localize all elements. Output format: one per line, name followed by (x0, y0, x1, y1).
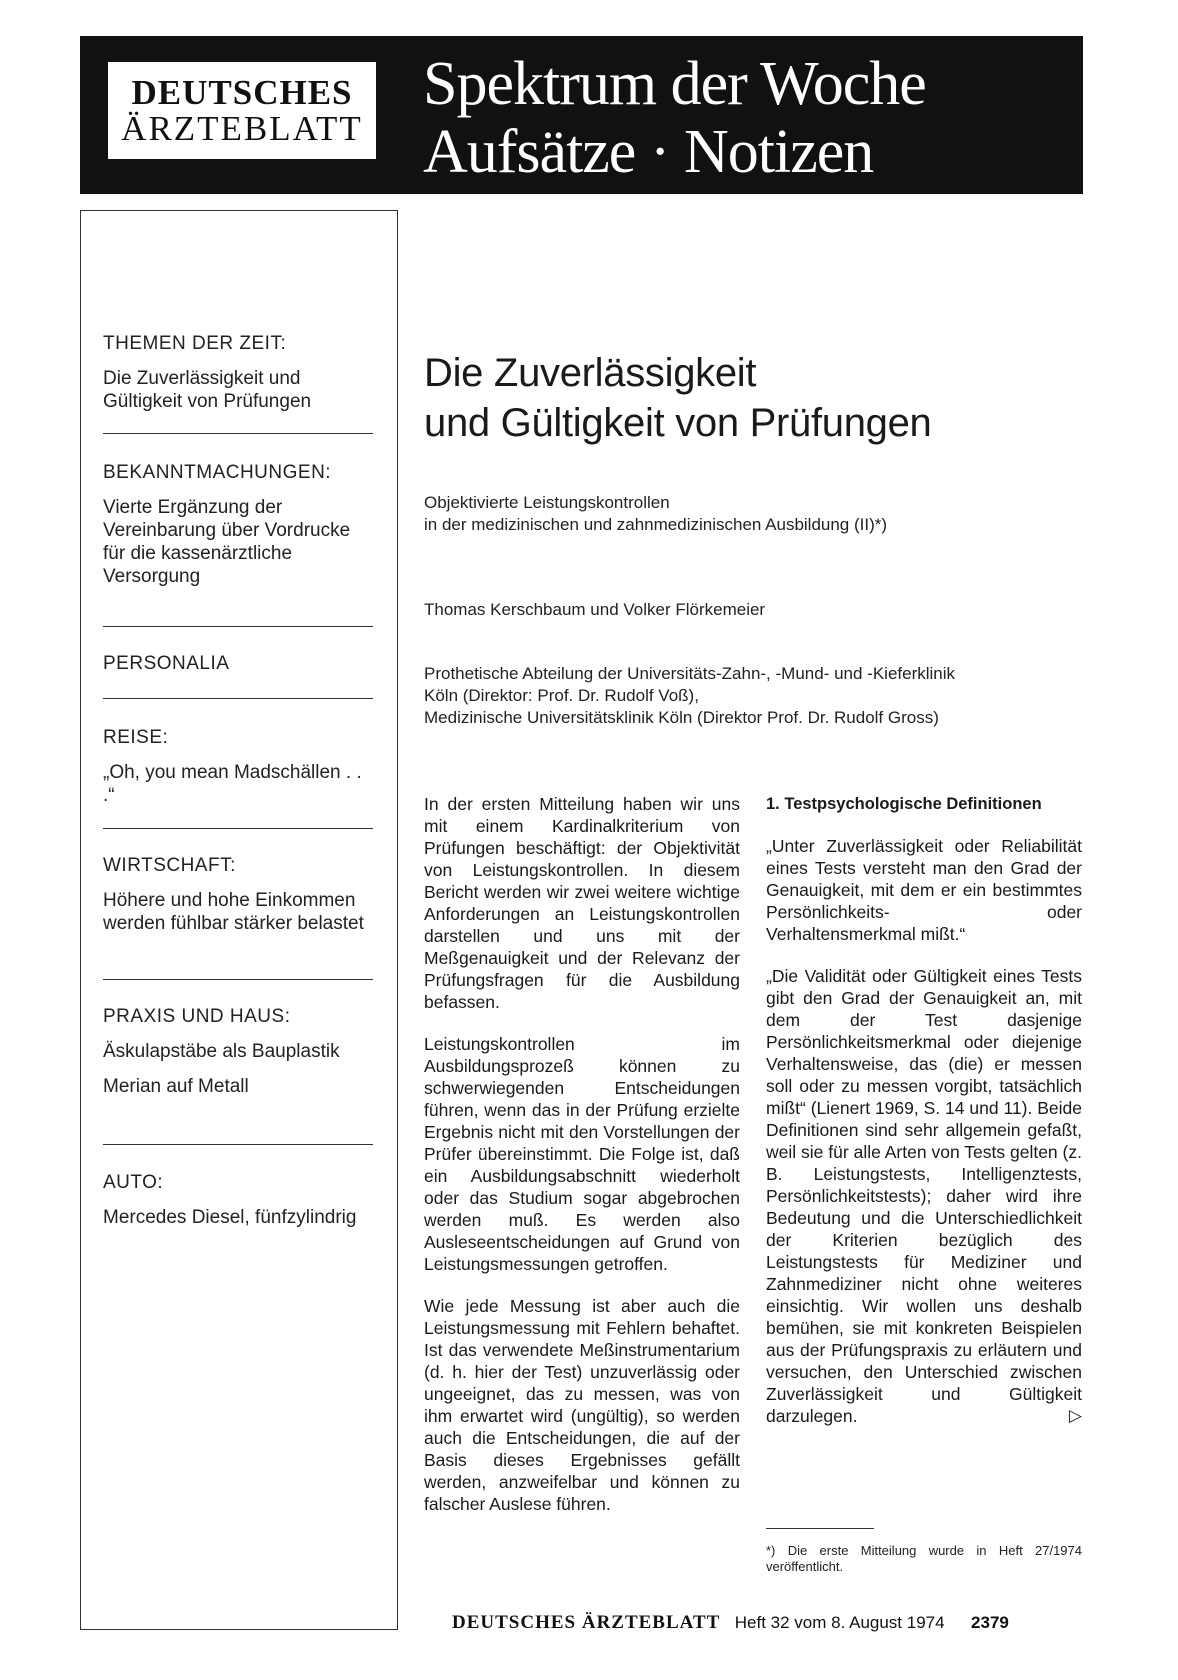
sidebar-heading: PRAXIS UND HAUS: (103, 1006, 291, 1027)
continue-arrow-icon: ▷ (1068, 1406, 1082, 1425)
article-subtitle (424, 492, 887, 536)
article-title-line-1: Die Zuverlässigkeit (424, 351, 757, 395)
sidebar-section-praxis (103, 1006, 373, 1098)
page-footer (452, 1612, 1009, 1634)
sidebar-section-personalia (103, 653, 373, 687)
sidebar-divider (103, 828, 373, 829)
sidebar-item[interactable]: Höhere und hohe Einkommen werden fühlbar stärker belastet (103, 890, 364, 934)
sidebar-divider (103, 979, 373, 980)
affiliation-line-1: Prothetische Abteilung der Universitäts-Zahn-, -Mund- und -Kieferklinik (424, 664, 956, 683)
footnote: *) Die erste Mitteilung wurde in Heft 27/1974 veröffentlicht. (766, 1543, 1082, 1574)
sidebar-heading: AUTO: (103, 1172, 164, 1193)
sidebar-section-bekanntmachungen (103, 462, 373, 588)
article-subtitle-line-1: Objektivierte Leistungskontrollen (424, 493, 670, 512)
affiliation-line-2: Köln (Direktor: Prof. Dr. Rudolf Voß), (424, 686, 699, 705)
section-title (423, 50, 926, 186)
sidebar-heading[interactable]: PERSONALIA (103, 653, 230, 674)
body-paragraph: „Unter Zuverlässigkeit oder Reliabilität eines Tests versteht man den Grad der Genauigkeit, mit dem er ein bestimmtes Persönlichkeits- oder Verhaltensmerkmal mißt.“ (766, 836, 1082, 944)
logo-line-1: DEUTSCHES (131, 73, 353, 112)
section-title-line-2: Aufsätze · Notizen (423, 118, 874, 186)
section-heading: 1. Testpsychologische Definitionen (766, 795, 1042, 813)
body-paragraph: Wie jede Messung ist aber auch die Leistungsmessung mit Fehlern behaftet. Ist das verwendete Meßinstrumentarium (d. h. hier der Test) unzuverlässig oder ungeeignet, das zu messen, was von ihm erwartet wird (ungültig), so werden auch die Entscheidungen, die auf der Basis dieses Ergebnisses gefällt werden, anzweifelbar und können zu falscher Auslese führen. (424, 1296, 740, 1514)
article-subtitle-line-2: in der medizinischen und zahnmedizinischen Ausbildung (II)*) (424, 515, 888, 534)
sidebar-item[interactable]: Merian auf Metall (103, 1076, 249, 1097)
page-number: 2379 (971, 1613, 1009, 1632)
footer-magazine-name: DEUTSCHES ÄRZTEBLATT (452, 1612, 721, 1633)
footer-issue: Heft 32 vom 8. August 1974 (734, 1613, 945, 1632)
sidebar-section-wirtschaft (103, 855, 373, 935)
body-paragraph-text: „Die Validität oder Gültigkeit eines Tests gibt den Grad der Genauigkeit an, mit dem der Test dasjenige Persönlichkeitsmerkmal oder diejenige Verhaltensweise, das (die) er messen soll oder zu messen vorgibt, tatsächlich mißt“ (Lienert 1969, S. 14 und 11). Beide Definitionen sind sehr allgemein gefaßt, weil sie für alle Arten von Tests gelten (z. B. Leistungstests, Intelligenztests, Persönlichkeitstests); daher wird ihre Bedeutung und die Unterschiedlichkeit der Kriterien bezüglich des Leistungstests für Mediziner und Zahnmediziner nicht ohne weiteres einsichtig. Wir wollen uns deshalb bemühen, sie mit konkreten Beispielen aus der Prüfungspraxis zu erläutern und versuchen, den Unterschied zwischen Zuverlässigkeit und Gültigkeit darzulegen. (766, 966, 1082, 1426)
sidebar-divider (103, 433, 373, 434)
sidebar-heading: BEKANNTMACHUNGEN: (103, 462, 332, 483)
article-title (424, 348, 1084, 448)
sidebar-item[interactable]: Vierte Ergänzung der Vereinbarung über Vordrucke für die kassenärztliche Versorgung (103, 497, 351, 587)
sidebar-heading: WIRTSCHAFT: (103, 855, 236, 876)
body-paragraph: Leistungskontrollen im Ausbildungsprozeß können zu schwerwiegenden Entscheidungen führen, wenn das in der Prüfung erzielte Ergebnis nicht mit den Vorstellungen der Prüfer übereinstimmt. Die Folge ist, daß ein Ausbildungsabschnitt wiederholt oder das Studium sogar abgebrochen werden muß. Es werden also Ausleseentscheidungen auf Grund von Leistungsmessungen getroffen. (424, 1034, 740, 1274)
contents-sidebar (80, 210, 398, 1630)
affiliation-line-3: Medizinische Universitätsklinik Köln (Direktor Prof. Dr. Rudolf Gross) (424, 708, 939, 727)
article-authors: Thomas Kerschbaum und Volker Flörkemeier (424, 600, 766, 619)
journal-logo (108, 62, 376, 159)
article-title-line-2: und Gültigkeit von Prüfungen (424, 401, 932, 445)
sidebar-divider (103, 698, 373, 699)
sidebar-item[interactable]: Mercedes Diesel, fünfzylindrig (103, 1207, 357, 1228)
sidebar-item[interactable]: Die Zuverlässigkeit und Gültigkeit von Prüfungen (103, 368, 312, 412)
article-column-right (766, 793, 1082, 1447)
article-column-left (424, 793, 740, 1535)
body-paragraph (766, 965, 1082, 1427)
section-title-line-1: Spektrum der Woche (423, 50, 926, 118)
article-affiliation (424, 663, 955, 729)
sidebar-item[interactable]: Äskulapstäbe als Bauplastik (103, 1041, 340, 1062)
sidebar-divider (103, 1144, 373, 1145)
sidebar-item[interactable]: „Oh, you mean Madschällen . . .“ (103, 762, 362, 806)
logo-line-2: ÄRZTEBLATT (121, 109, 363, 148)
sidebar-heading: THEMEN DER ZEIT: (103, 333, 287, 354)
sidebar-section-auto (103, 1172, 373, 1229)
sidebar-section-reise (103, 727, 373, 807)
sidebar-section-themen (103, 333, 373, 413)
body-paragraph: In der ersten Mitteilung haben wir uns mit einem Kardinalkriterium von Prüfungen beschäftigt: der Objektivität von Leistungskontrollen. In diesem Bericht werden wir zwei weitere wichtige Anforderungen an Leistungskontrollen darstellen und uns mit der Meßgenauigkeit und der Relevanz der Prüfungsfragen für die Ausbildung befassen. (424, 794, 740, 1012)
footnote-divider (766, 1528, 874, 1529)
sidebar-heading: REISE: (103, 727, 169, 748)
masthead-band (80, 36, 1083, 194)
sidebar-divider (103, 626, 373, 627)
